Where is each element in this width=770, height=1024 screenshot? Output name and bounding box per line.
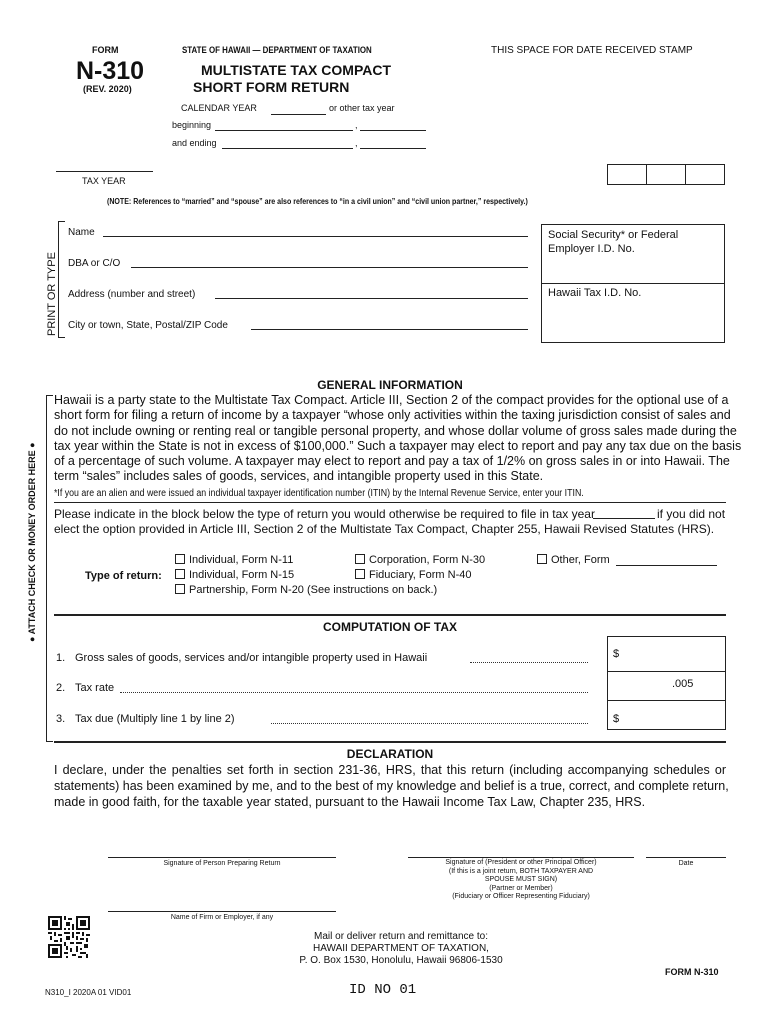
calendar-year-label: CALENDAR YEAR bbox=[181, 103, 257, 113]
general-info-line: term “sales” includes sales of goods, services, and intangible property used in this State. bbox=[54, 469, 544, 484]
general-info-heading: GENERAL INFORMATION bbox=[317, 378, 463, 392]
qr-code bbox=[48, 916, 90, 958]
option-fiduciary-n40[interactable]: Fiduciary, Form N-40 bbox=[355, 569, 471, 581]
checkbox[interactable] bbox=[175, 554, 185, 564]
preparer-signature-label: Signature of Person Preparing Return bbox=[163, 860, 281, 867]
computation-heading: COMPUTATION OF TAX bbox=[323, 620, 457, 634]
general-info-line: Hawaii is a party state to the Multistate Tax Compact. Article III, Section 2 of the compact provides for the optional use of a bbox=[54, 393, 729, 407]
declaration-line: I declare, under the penalties set forth in section 231-36, HRS, that this return (including accompanying schedules or bbox=[54, 763, 726, 777]
general-info-line: short form for filing a return of income by a taxpayer “whose only activities within the taxing jurisdiction consist of sales and bbox=[54, 408, 731, 423]
divider-declaration bbox=[54, 741, 726, 743]
beginning-label: beginning bbox=[172, 120, 212, 130]
line1-number: 1. bbox=[56, 652, 66, 664]
divider-itin bbox=[54, 502, 726, 503]
officer-label-line: (Partner or Member) bbox=[489, 884, 553, 892]
beginning-year-field[interactable] bbox=[360, 130, 426, 131]
form-word: FORM bbox=[92, 45, 119, 55]
line1-leader bbox=[470, 662, 588, 663]
indicate-text-1b: if you did not bbox=[657, 507, 726, 521]
beginning-comma: , bbox=[355, 120, 358, 130]
city-field[interactable] bbox=[251, 329, 528, 330]
print-or-type-label: PRINT OR TYPE bbox=[46, 252, 58, 336]
officer-label-line: (If this is a joint return, BOTH TAXPAYER AND bbox=[448, 867, 594, 875]
line3-leader bbox=[271, 723, 588, 724]
calendar-year-field[interactable] bbox=[271, 114, 326, 115]
type-of-return-label: Type of return: bbox=[85, 570, 162, 582]
line2-number: 2. bbox=[56, 682, 66, 694]
officer-label-line: Signature of (President or other Principal Officer) bbox=[445, 859, 597, 866]
preparer-signature-line[interactable] bbox=[108, 857, 336, 858]
other-tax-year-label: or other tax year bbox=[329, 103, 395, 113]
declaration-heading: DECLARATION bbox=[346, 747, 434, 761]
indicate-text-2: elect the option provided in Article III, Section 2 of the Multistate Tax Compact, Chapter 255, Hawaii Revised Statutes (HRS). bbox=[54, 522, 715, 536]
line3-value[interactable]: $ bbox=[613, 713, 620, 725]
form-title-line2: SHORT FORM RETURN bbox=[193, 79, 350, 95]
mailing-line1: Mail or deliver return and remittance to: bbox=[314, 931, 488, 942]
general-info-line: of a percentage of such volume. A taxpayer may elect to report and pay a tax of 1/2% on gross sales in or into Hawaii. The bbox=[54, 454, 730, 469]
date-stamp-label: THIS SPACE FOR DATE RECEIVED STAMP bbox=[491, 45, 693, 56]
option-individual-n15[interactable]: Individual, Form N-15 bbox=[175, 569, 294, 581]
amount-row-divider-2 bbox=[607, 700, 726, 701]
attach-check-label: ● ATTACH CHECK OR MONEY ORDER HERE ● bbox=[27, 442, 37, 642]
address-label: Address (number and street) bbox=[68, 289, 196, 300]
indicate-text-1a: Please indicate in the block below the type of return you would otherwise be required to file in tax year bbox=[54, 507, 595, 521]
tax-year-field[interactable] bbox=[56, 171, 153, 172]
id-box-1 bbox=[607, 164, 647, 185]
form-title-line1: MULTISTATE TAX COMPACT bbox=[201, 62, 392, 78]
checkbox[interactable] bbox=[537, 554, 547, 564]
ending-date-field[interactable] bbox=[222, 148, 353, 149]
general-info-line: do not include owning or renting real or tangible personal property, and whose dollar volume of gross sales made during the bbox=[54, 423, 737, 438]
line2-leader bbox=[120, 692, 588, 693]
firm-name-label: Name of Firm or Employer, if any bbox=[170, 914, 274, 921]
footer-code: N310_I 2020A 01 VID01 bbox=[45, 988, 132, 997]
tax-year-label: TAX YEAR bbox=[82, 176, 126, 186]
checkbox[interactable] bbox=[355, 554, 365, 564]
ssn-label-line2: Employer I.D. No. bbox=[548, 243, 635, 255]
ending-year-field[interactable] bbox=[360, 148, 426, 149]
option-partnership-n20[interactable]: Partnership, Form N-20 (See instructions on back.) bbox=[175, 584, 437, 596]
line3-number: 3. bbox=[56, 713, 66, 725]
officer-label-line: SPOUSE MUST SIGN) bbox=[484, 876, 558, 883]
itin-note: *If you are an alien and were issued an individual taxpayer identification number (ITIN) by the Internal Revenue Service, enter your ITIN. bbox=[54, 488, 584, 499]
checkbox[interactable] bbox=[355, 569, 365, 579]
hawaii-id-label: Hawaii Tax I.D. No. bbox=[548, 287, 642, 299]
officer-label-line: (Fiduciary or Officer Representing Fiduciary) bbox=[452, 893, 590, 900]
checkbox[interactable] bbox=[175, 569, 185, 579]
option-corporation-n30[interactable]: Corporation, Form N-30 bbox=[355, 554, 485, 566]
ending-label: and ending bbox=[172, 138, 217, 148]
line2-label: Tax rate bbox=[75, 682, 115, 694]
other-form-field[interactable] bbox=[616, 565, 717, 566]
officer-signature-label bbox=[408, 859, 634, 902]
date-signature-line[interactable] bbox=[646, 857, 726, 858]
address-field[interactable] bbox=[215, 298, 528, 299]
line3-label: Tax due (Multiply line 1 by line 2) bbox=[75, 713, 235, 725]
print-bracket bbox=[58, 221, 65, 338]
declaration-line: made in good faith, for the taxable year stated, pursuant to the Hawaii Income Tax Law, Chapter 235, HRS. bbox=[54, 795, 646, 809]
option-individual-n11[interactable]: Individual, Form N-11 bbox=[175, 554, 293, 566]
footer-id-number: ID NO 01 bbox=[349, 982, 417, 998]
checkbox[interactable] bbox=[175, 584, 185, 594]
officer-signature-line[interactable] bbox=[408, 857, 634, 858]
declaration-line: statements) has been examined by me, and to the best of my knowledge and belief is a true, correct, and complete return, bbox=[54, 779, 729, 793]
mailing-line2: HAWAII DEPARTMENT OF TAXATION, bbox=[313, 943, 489, 954]
option-other[interactable]: Other, Form bbox=[537, 554, 610, 566]
line1-value[interactable]: $ bbox=[613, 648, 620, 660]
name-field[interactable] bbox=[103, 236, 528, 237]
divider-computation bbox=[54, 614, 726, 616]
footer-form-label: FORM N-310 bbox=[665, 967, 719, 977]
declaration-paragraph bbox=[54, 762, 729, 810]
id-box-3 bbox=[685, 164, 725, 185]
general-info-paragraph bbox=[54, 393, 742, 485]
computation-amount-column bbox=[607, 636, 726, 730]
name-label: Name bbox=[68, 227, 95, 238]
tax-year-indicate-field[interactable] bbox=[593, 518, 655, 519]
ending-comma: , bbox=[355, 138, 358, 148]
line2-value: .005 bbox=[672, 678, 694, 690]
amount-row-divider-1 bbox=[607, 671, 726, 672]
general-info-line: tax year within the State is not in excess of $100,000.” Such a taxpayer may elect to report and pay any tax due on the basis bbox=[54, 438, 742, 453]
attach-bracket bbox=[46, 395, 53, 742]
firm-name-line[interactable] bbox=[108, 911, 336, 912]
id-box-2 bbox=[646, 164, 686, 185]
beginning-date-field[interactable] bbox=[215, 130, 353, 131]
line1-label: Gross sales of goods, services and/or intangible property used in Hawaii bbox=[75, 652, 428, 664]
city-label: City or town, State, Postal/ZIP Code bbox=[68, 320, 228, 331]
agency-name: STATE OF HAWAII — DEPARTMENT OF TAXATION bbox=[182, 45, 372, 55]
date-label: Date bbox=[678, 860, 694, 867]
revision: (REV. 2020) bbox=[83, 84, 132, 94]
dba-field[interactable] bbox=[131, 267, 528, 268]
mailing-line3: P. O. Box 1530, Honolulu, Hawaii 96806-1530 bbox=[299, 955, 503, 966]
form-number: N-310 bbox=[76, 57, 145, 85]
civil-union-note: (NOTE: References to “married” and “spouse” are also references to “in a civil union” and “civil union partner,” respectively.) bbox=[107, 197, 528, 206]
ssn-label-line1: Social Security* or Federal bbox=[548, 229, 679, 241]
dba-label: DBA or C/O bbox=[68, 258, 121, 269]
